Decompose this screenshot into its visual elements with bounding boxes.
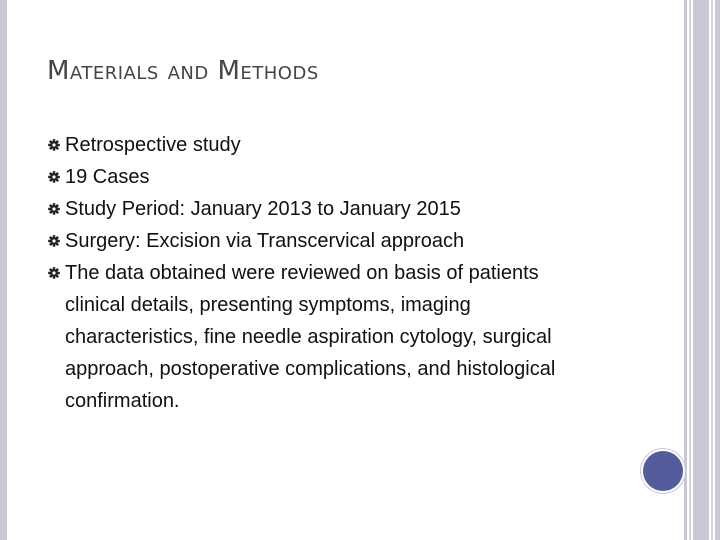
bullet-text: Study Period: January 2013 to January 2015 bbox=[65, 198, 461, 220]
right-frame-stripe bbox=[684, 0, 687, 540]
gear-icon bbox=[48, 235, 60, 247]
bullet-item bbox=[48, 193, 568, 225]
decorative-circle bbox=[641, 449, 685, 493]
gear-icon bbox=[48, 203, 60, 215]
right-frame-stripe bbox=[693, 0, 709, 540]
gear-icon bbox=[48, 139, 60, 151]
bullet-text: The data obtained were reviewed on basis of patients clinical details, presenting symptoms, imaging characteristics, fine needle aspiration cytology, surgical approach, postoperative complications, and histological confirmation. bbox=[65, 262, 556, 412]
right-frame-stripe bbox=[689, 0, 691, 540]
bullet-item bbox=[48, 225, 568, 257]
bullet-text: 19 Cases bbox=[65, 166, 150, 188]
bullet-item bbox=[48, 161, 568, 193]
bullet-text: Retrospective study bbox=[65, 134, 241, 156]
slide-title: Materials and Methods bbox=[47, 56, 319, 86]
bullet-item bbox=[48, 257, 568, 417]
bullet-text: Surgery: Excision via Transcervical approach bbox=[65, 230, 465, 252]
right-frame-stripe bbox=[715, 0, 720, 540]
bullet-item bbox=[48, 129, 568, 161]
right-frame-stripe bbox=[711, 0, 713, 540]
left-border bbox=[0, 0, 7, 540]
gear-icon bbox=[48, 267, 60, 279]
gear-icon bbox=[48, 171, 60, 183]
bullet-list bbox=[48, 129, 568, 417]
